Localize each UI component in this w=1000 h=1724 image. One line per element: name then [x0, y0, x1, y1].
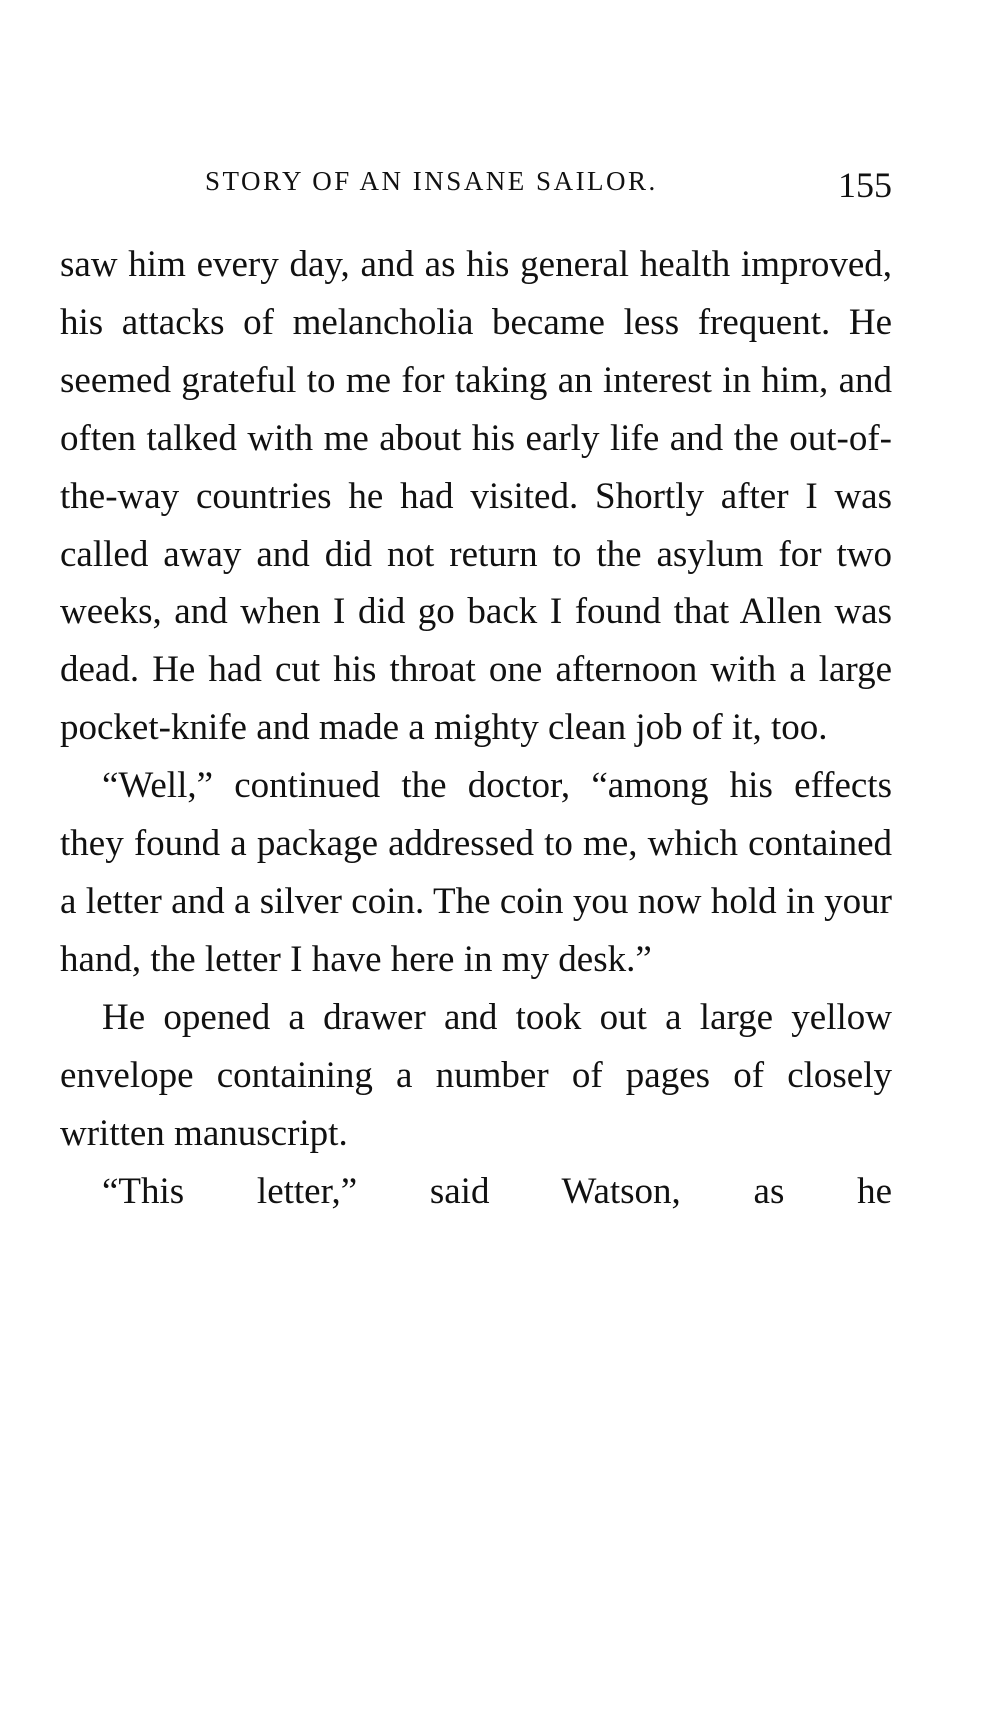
page-number: 155 — [838, 165, 892, 205]
running-header — [60, 158, 892, 204]
paragraph: saw him every day, and as his general health improved, his attacks of melancholia became less frequent. He seemed grateful to me for taking an interest in him, and often talked with me about his early life and the out-of-the-way countries he had visited. Shortly after I was called away and did not return to the asylum for two weeks, and when I did go back I found that Allen was dead. He had cut his throat one afternoon with a large pocket-knife and made a mighty clean job of it, too. — [60, 244, 892, 749]
body-text — [60, 236, 892, 1220]
paragraph: “This letter,” said Watson, as he — [102, 1170, 892, 1212]
paragraph: “Well,” continued the doctor, “among his effects they found a package addressed to me, which contained a letter and a silver coin. The coin you now hold in your hand, the letter I have here in my desk.” — [60, 765, 892, 980]
paragraph: He opened a drawer and took out a large yellow envelope containing a number of pages of closely written manuscript. — [60, 996, 892, 1154]
running-title: STORY OF AN INSANE SAILOR. — [205, 166, 658, 196]
